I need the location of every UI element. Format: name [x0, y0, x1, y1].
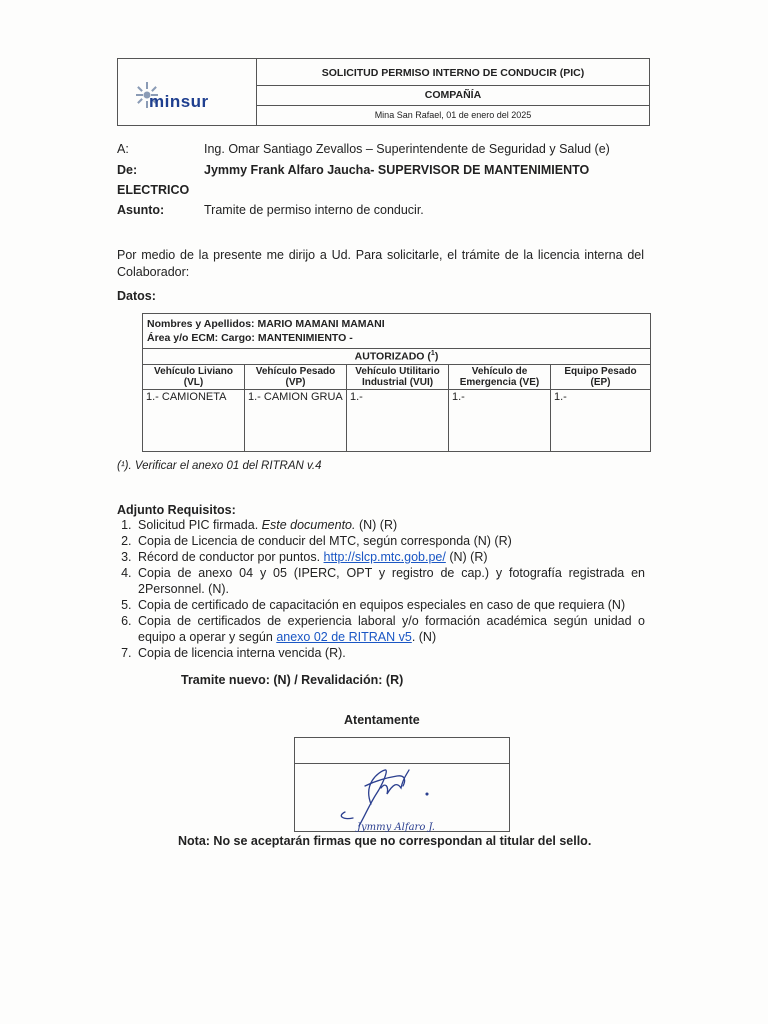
datos-label: Datos:: [117, 289, 156, 303]
signature-name: Jymmy Alfaro J.: [357, 822, 435, 832]
document-header: [117, 58, 650, 126]
col-header-vp: Vehículo Pesado (VP): [245, 364, 347, 389]
de-label: De:: [117, 163, 138, 177]
de-value: Jymmy Frank Alfaro Jaucha- SUPERVISOR DE MANTENIMIENTO: [204, 163, 590, 177]
atentamente: Atentamente: [344, 713, 420, 727]
a-label: A:: [117, 142, 129, 156]
requisitos-list: [117, 517, 645, 661]
col-header-vui: Vehículo Utilitario Industrial (VUI): [347, 364, 449, 389]
value-ep: 1.-: [551, 389, 651, 451]
datos-person-cell: [143, 314, 651, 349]
nota: Nota: No se aceptarán firmas que no correspondan al titular del sello.: [178, 834, 592, 848]
value-vl: 1.- CAMIONETA: [143, 389, 245, 451]
company-label: COMPAÑÍA: [256, 85, 650, 106]
nombres-field: Nombres y Apellidos: MARIO MAMANI MAMANI: [147, 318, 385, 330]
document-title: SOLICITUD PERMISO INTERNO DE CONDUCIR (PIC): [256, 59, 650, 86]
col-header-ep: Equipo Pesado (EP): [551, 364, 651, 389]
list-item: 4. Copia de anexo 04 y 05 (IPERC, OPT y registro de cap.) y fotografía registrada en 2Personnel. (N).: [135, 565, 645, 597]
autorizado-header: AUTORIZADO ($^1$): [143, 349, 651, 365]
logo-cell: [118, 59, 257, 125]
tramite-line: Tramite nuevo: (N) / Revalidación: (R): [181, 673, 404, 687]
letter-body: Por medio de la presente me dirijo a Ud. Para solicitarle, el trámite de la licencia interna del Colaborador:: [117, 248, 644, 279]
ritran-link[interactable]: anexo 02 de RITRAN v5: [276, 630, 412, 644]
asunto-label: Asunto:: [117, 203, 165, 217]
list-item: 1. Solicitud PIC firmada. Este documento. (N) (R): [135, 517, 645, 533]
handwritten-signature: [323, 764, 483, 832]
area-field: Área y/o ECM: Cargo: MANTENIMIENTO -: [147, 332, 353, 344]
col-header-ve: Vehículo de Emergencia (VE): [449, 364, 551, 389]
a-value: Ing. Omar Santiago Zevallos – Superintendente de Seguridad y Salud (e): [204, 142, 610, 156]
list-item: 3. Récord de conductor por puntos. http://slcp.mtc.gob.pe/ (N) (R): [135, 549, 645, 565]
place-date: Mina San Rafael, 01 de enero del 2025: [374, 110, 532, 120]
col-header-vl: Vehículo Liviano (VL): [143, 364, 245, 389]
list-item: 7. Copia de licencia interna vencida (R).: [135, 645, 645, 661]
list-item: 5. Copia de certificado de capacitación en equipos especiales en caso de que requiera (N): [135, 597, 645, 613]
de-value-cont: ELECTRICO: [117, 183, 190, 197]
value-ve: 1.-: [449, 389, 551, 451]
requisitos-title: Adjunto Requisitos:: [117, 503, 236, 517]
table-footnote: (¹). Verificar el anexo 01 del RITRAN v.4: [117, 460, 322, 472]
list-item: 2. Copia de Licencia de conducir del MTC, según corresponda (N) (R): [135, 533, 645, 549]
asunto-value: Tramite de permiso interno de conducir.: [204, 203, 424, 217]
slcp-link[interactable]: http://slcp.mtc.gob.pe/: [323, 550, 446, 564]
value-vui: 1.-: [347, 389, 449, 451]
value-vp: 1.- CAMION GRUA: [245, 389, 347, 451]
signature-box: [294, 737, 510, 832]
list-item: 6. Copia de certificados de experiencia laboral y/o formación académica según unidad o equipo a operar y según anexo 02 de RITRAN v5. (N): [135, 613, 645, 645]
logo-text: minsur: [149, 92, 209, 111]
datos-table: [142, 313, 651, 452]
